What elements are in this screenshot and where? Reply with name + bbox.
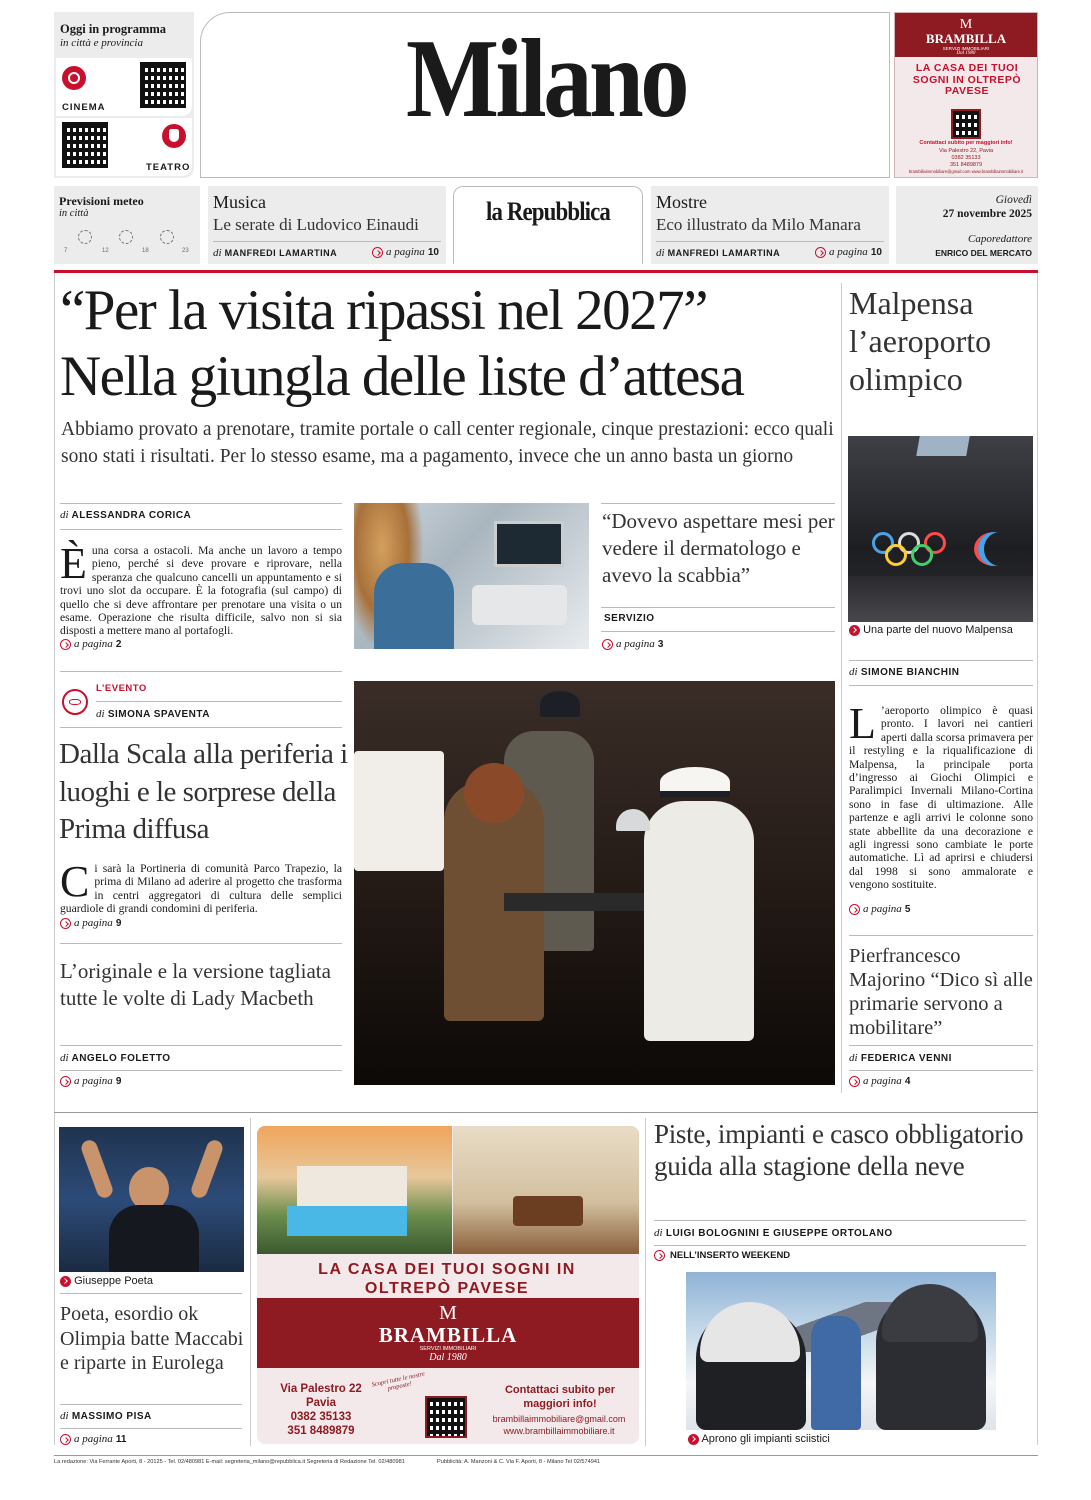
evento-page-link[interactable]: a pagina 9: [60, 917, 121, 929]
programma-title: Oggi in programma: [60, 22, 167, 36]
poeta-title[interactable]: Poeta, esordio ok Olimpia batte Maccabi e riparte in Eurolega: [60, 1303, 244, 1374]
neve-caption: Aprono gli impianti sciistici: [701, 1433, 830, 1445]
ad-bottom-web: www.brambillaimmobiliare.it: [503, 1426, 615, 1436]
brand-name[interactable]: la Repubblica: [486, 197, 610, 226]
neve-byline: di LUIGI BOLOGNINI E GIUSEPPE ORTOLANO: [654, 1227, 893, 1239]
lead-title-2[interactable]: Nella giungla delle liste d’attesa: [60, 345, 744, 408]
ad-bottom-scan: Scopri tutte le nostre proposte!: [371, 1370, 426, 1393]
evento-body: Ci sarà la Portineria di comunità Parco Trapezio, la prima di Milano ad aderire al progetto che trasforma in centri aggregatori di cultura delle semplici guardiole di grandi condomini di periferia.: [60, 857, 342, 916]
rule: [654, 1220, 1026, 1221]
qr-code-icon: [140, 62, 186, 108]
photo-figure: [540, 691, 580, 717]
malpensa-caption: Una parte del nuovo Malpensa: [863, 624, 1013, 636]
arrow-icon: [849, 1076, 860, 1087]
photo-figure: [79, 1138, 115, 1200]
qr-code-icon: [425, 1396, 467, 1438]
rule: [60, 1428, 242, 1429]
ad-top-headline: LA CASA DEI TUOI SOGNI IN OLTREPÒ PAVESE: [912, 62, 1022, 97]
olympic-rings-icon: [872, 532, 952, 566]
arrow-icon: [654, 1250, 665, 1261]
photo-figure: [109, 1205, 199, 1272]
masthead-title[interactable]: Milano: [405, 17, 687, 141]
ad-top-phone1: 0382 35133: [951, 155, 981, 161]
ad-bottom-address: Via Palestro 22: [280, 1383, 362, 1395]
rule: [601, 631, 835, 632]
neve-title[interactable]: Piste, impianti e casco obbligatorio guida alla stagione della neve: [654, 1119, 1024, 1181]
ad-top-web: brambillaimmobiliare@gmail.com www.brambillaimmobiliare.it: [908, 169, 1024, 174]
meteo-title: Previsioni meteo: [59, 194, 144, 208]
lead-page-link[interactable]: a pagina 2: [60, 638, 121, 650]
event-icon: [62, 689, 88, 715]
rule: [849, 685, 1033, 686]
ad-bottom-brand: BRAMBILLA: [378, 1323, 518, 1347]
hour-label: 12: [102, 248, 109, 254]
arrow-icon: [372, 247, 383, 258]
teaser-musica[interactable]: [208, 186, 446, 264]
lamp-icon: [616, 809, 650, 831]
ad-top-address: Via Palestro 22, Pavia: [938, 148, 993, 154]
photo-figure: [464, 763, 524, 823]
meteo-subtitle: in città: [59, 208, 89, 219]
arrow-icon: [849, 904, 860, 915]
malpensa-page-link[interactable]: a pagina 5: [849, 903, 910, 915]
arrow-icon: [60, 918, 71, 929]
cinema-label: CINEMA: [62, 102, 106, 113]
meteo-icons: [62, 226, 194, 254]
rule: [601, 607, 835, 608]
ad-bottom-phone1: 0382 35133: [290, 1411, 352, 1423]
rule: [96, 701, 342, 702]
brand-logo-m: M: [439, 1302, 457, 1324]
ad-bottom-headline: LA CASA DEI TUOI SOGNI IN OLTREPÒ PAVESE: [318, 1261, 576, 1297]
sun-icon: [119, 230, 133, 244]
ad-top-brand: BRAMBILLA: [925, 31, 1007, 46]
footer-rule: [54, 1455, 1038, 1456]
footer-right: Pubblicità: A. Manzoni & C. Via F. Aporti, 8 - Milano Tel 02/574941: [437, 1459, 601, 1465]
lead-byline: di ALESSANDRA CORICA: [60, 509, 192, 521]
teaser-title: Eco illustrato da Milo Manara: [656, 215, 861, 234]
programma-subtitle: in città e provincia: [60, 37, 143, 49]
majorino-page-link[interactable]: a pagina 4: [849, 1075, 910, 1087]
macbeth-page-link[interactable]: a pagina 9: [60, 1075, 121, 1087]
ad-top-logo-band: [895, 13, 1037, 57]
malpensa-body: L ’aeroporto olimpico è quasi pronto. I lavori nei cantieri aperti dalla scorsa primavera per il restyling e la riqualificazione di Malpensa, la principale porta d’ingresso ai Giochi Olimpici e Paralimpici Invernali Milano-Cortina sono in fase di ultimazione. Alle partenze e agli arrivi le colonne sono state abbellite da una decorazione e agli ingressi sono cambiate le porte automatiche. Lì ad aprirsi e chiudersi dal 1998 si sono ammalorate e vengono sostituite.: [849, 699, 1033, 892]
rule: [849, 1070, 1033, 1071]
photo-figure: [811, 1316, 861, 1430]
col-divider: [645, 1118, 646, 1446]
main-right-border: [1037, 273, 1038, 1445]
photo-table: [354, 751, 444, 871]
teaser-page-link[interactable]: a pagina 10: [372, 246, 439, 258]
majorino-title[interactable]: Pierfrancesco Majorino “Dico sì alle primarie servono a mobilitare”: [849, 945, 1033, 1039]
arrow-icon: [60, 639, 71, 650]
villa-photo: [257, 1126, 452, 1254]
poeta-caption-row: [60, 1275, 153, 1287]
hour-label: 7: [64, 248, 68, 254]
macbeth-byline: di ANGELO FOLETTO: [60, 1052, 171, 1064]
masthead-box: [200, 12, 890, 178]
rule: [654, 1245, 1026, 1246]
header-red-rule: [54, 270, 1038, 273]
teatro-tile[interactable]: [56, 118, 192, 176]
teaser-rule: [213, 241, 441, 242]
teatro-label: TEATRO: [146, 162, 191, 173]
teaser-title: Le serate di Ludovico Einaudi: [213, 215, 419, 234]
ad-bottom-since: Dal 1980: [429, 1352, 467, 1363]
servizio-page-link[interactable]: a pagina 3: [602, 638, 663, 650]
meteo-box: [54, 186, 200, 264]
ad-bottom[interactable]: [257, 1126, 639, 1444]
ad-top-tag: SERVIZI IMMOBILIARI: [942, 46, 990, 51]
ad-bottom-phone2: 351 8489879: [287, 1425, 355, 1437]
sun-icon: [160, 230, 174, 244]
rule: [60, 1070, 342, 1071]
servizio-quote[interactable]: “Dovevo aspettare mesi per vedere il dermatologo e avevo la scabbia”: [602, 509, 835, 587]
ad-bottom-contact: Contattaci subito per maggiori info!: [504, 1384, 615, 1410]
ad-top-contact: Contattaci subito per maggiori info!: [919, 140, 1013, 146]
qr-code-icon: [62, 122, 108, 168]
hour-label: 18: [142, 248, 149, 254]
qr-code-icon: [951, 109, 981, 139]
rule: [60, 727, 342, 728]
col-divider: [841, 283, 842, 1093]
dateline-day: Giovedì: [995, 194, 1032, 206]
interior-photo: [453, 1126, 639, 1254]
evento-title[interactable]: Dalla Scala alla periferia i luoghi e le sorprese della Prima diffusa: [59, 738, 348, 845]
neve-kicker-row: [654, 1250, 790, 1261]
malpensa-byline: di SIMONE BIANCHIN: [849, 666, 960, 678]
rule: [60, 529, 342, 530]
teaser-byline: di MANFREDI LAMARTINA: [656, 247, 781, 259]
dateline-role: Caporedattore: [968, 233, 1032, 245]
photo-figure: [882, 1284, 978, 1342]
ad-bottom-tag: SERVIZI IMMOBILIARI: [419, 1346, 477, 1352]
header: [54, 12, 1038, 178]
rule: [60, 943, 342, 944]
rule: [849, 935, 1033, 936]
rule: [601, 503, 835, 504]
programma-box: [54, 12, 194, 178]
cinema-tile[interactable]: [56, 58, 192, 116]
rule: [60, 671, 342, 672]
photo-figure: [644, 801, 754, 1041]
brand-logo-m: M: [959, 17, 973, 32]
photo-pool: [287, 1206, 407, 1236]
lead-body: Èuna corsa a ostacoli. Ma anche un lavoro a tempo pieno, perché si deve provare e riprovare, nella speranza che qualcuno cancelli un appuntamento e si trovi uno slot da occupare. È la fotografia (sul campo) di quello che si deve affrontare per prenotare una visita o un esame. Operazione che risulta difficile, salvo non si sia disposti a mettere mano al portafogli.: [60, 539, 342, 638]
ski-photo: [686, 1272, 996, 1430]
photo-figure: [660, 767, 730, 797]
poeta-photo: [59, 1127, 244, 1272]
dateline-editor: ENRICO DEL MERCATO: [935, 248, 1032, 258]
arrow-icon: [815, 247, 826, 258]
poeta-byline: di MASSIMO PISA: [60, 1410, 152, 1422]
theatre-mask-icon: [162, 124, 186, 148]
evento-kicker: L’EVENTO: [96, 683, 147, 694]
rule: [60, 1404, 242, 1405]
poeta-caption: Giuseppe Poeta: [74, 1275, 153, 1287]
teaser-section: Musica: [213, 192, 266, 212]
caption-bullet-icon: [849, 625, 860, 636]
main-left-border: [54, 273, 55, 1445]
arrow-icon: [602, 639, 613, 650]
ad-bottom-city: Pavia: [305, 1397, 337, 1409]
teaser-rule: [656, 241, 884, 242]
ad-top-since: Dal 1980: [956, 51, 976, 56]
film-reel-icon: [62, 66, 86, 90]
rule: [60, 1045, 342, 1046]
footer-left: La redazione: Via Ferrante Aporti, 8 - 20125 - Tel. 02/480981 E-mail: segreteria_milano@repubblica.it Segreteria di Redazione Tel. 02/480981: [54, 1459, 405, 1465]
col-divider: [250, 1118, 251, 1446]
hour-label: 23: [182, 248, 189, 254]
malpensa-title[interactable]: Malpensa l’aeroporto olimpico: [849, 285, 992, 397]
ultrasound-photo: [354, 503, 589, 649]
macbeth-title[interactable]: L’originale e la versione tagliata tutte le volte di Lady Macbeth: [60, 959, 331, 1010]
neve-kicker: NELL’INSERTO WEEKEND: [670, 1250, 791, 1261]
teaser-byline: di MANFREDI LAMARTINA: [213, 247, 338, 259]
servizio-label: SERVIZIO: [604, 613, 655, 624]
ad-bottom-email: brambillaimmobiliare@gmail.com: [492, 1414, 626, 1424]
teaser-section: Mostre: [656, 192, 707, 212]
rule: [849, 1045, 1033, 1046]
lead-summary: Abbiamo provato a prenotare, tramite portale o call center regionale, cinque prestazioni: ecco quali sono stati i risultati. Per lo stesso esame, ma a pagamento, invece che un anno basta un giorno: [61, 419, 834, 467]
poeta-page-link[interactable]: a pagina 11: [60, 1433, 126, 1445]
photo-house: [297, 1166, 407, 1206]
dateline-date: 27 novembre 2025: [942, 208, 1032, 220]
arrow-icon: [60, 1434, 71, 1445]
photo-machine: [472, 585, 567, 625]
photo-monitor: [494, 521, 564, 567]
brand-box: [453, 186, 643, 264]
rule: [60, 1293, 242, 1294]
arrow-icon: [60, 1076, 71, 1087]
evento-byline: di SIMONA SPAVENTA: [96, 708, 210, 720]
caption-bullet-icon: [60, 1276, 71, 1287]
photo-table: [513, 1196, 583, 1226]
paralympic-icon: [974, 532, 1014, 566]
teaser-mostre[interactable]: [651, 186, 889, 264]
teaser-page-link[interactable]: a pagina 10: [815, 246, 882, 258]
rule: [54, 1112, 1038, 1113]
photo-figure: [374, 563, 454, 649]
majorino-byline: di FEDERICA VENNI: [849, 1052, 952, 1064]
neve-caption-row: [688, 1433, 830, 1445]
photo-figure: [189, 1138, 225, 1200]
rule: [849, 660, 1033, 661]
malpensa-caption-row: [849, 624, 1013, 636]
malpensa-photo: [848, 436, 1033, 622]
ad-top-phone2: 351 8489879: [949, 162, 983, 168]
opera-photo: [354, 681, 835, 1085]
sun-icon: [78, 230, 92, 244]
rule: [60, 503, 342, 504]
photo-floor: [848, 576, 1033, 622]
photo-skylight: [916, 436, 970, 456]
caption-bullet-icon: [688, 1434, 699, 1445]
lead-title-1[interactable]: “Per la visita ripassi nel 2027”: [60, 279, 707, 342]
ad-bottom-logo-band: [257, 1298, 639, 1368]
ad-top[interactable]: [894, 12, 1038, 178]
dateline-box: [896, 186, 1038, 264]
